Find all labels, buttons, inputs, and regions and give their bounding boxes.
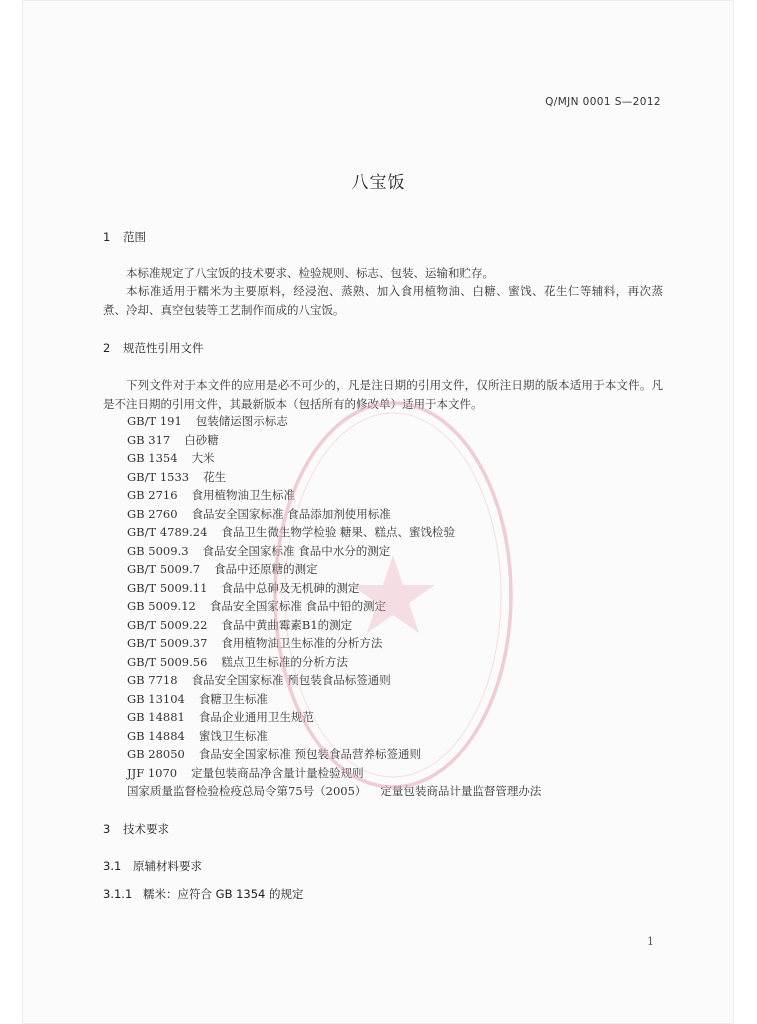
reference-code: GB 2716: [127, 488, 178, 502]
standard-code: Q/MJN 0001 S—2012: [545, 96, 661, 108]
section-number: 3.1.1: [103, 887, 133, 901]
reference-title: 白砂糖: [184, 432, 219, 447]
reference-code: GB 1354: [127, 451, 178, 465]
reference-title: 定量包装商品计量监督管理办法: [380, 784, 542, 798]
reference-title: 大米: [191, 451, 215, 465]
reference-item: [127, 579, 541, 598]
scope-paragraph-1: 本标准规定了八宝饭的技术要求、检验规则、标志、包装、运输和贮存。: [126, 266, 494, 280]
reference-item: [127, 505, 541, 524]
reference-item: [127, 671, 541, 690]
section-title: 范围: [123, 230, 146, 244]
section-2-heading: [103, 340, 204, 356]
reference-item: [127, 597, 541, 616]
reference-code: GB 317: [127, 432, 171, 447]
section-number: 3.1: [103, 859, 122, 873]
reference-code: GB 14881: [127, 710, 185, 724]
reference-title: 食用植物油卫生标准: [191, 488, 296, 502]
reference-code: GB/T 5009.11: [127, 580, 208, 595]
scope-paragraph-2: 本标准适用于糯米为主要原料，经浸泡、蒸熟、加入食用植物油、白糖、蜜饯、花生仁等辅料，再次蒸煮、冷却、真空包装等工艺制作而成的八宝饭。: [103, 284, 663, 317]
reference-item: [127, 708, 541, 727]
reference-item: [127, 412, 541, 431]
reference-code: GB 28050: [127, 747, 185, 761]
reference-item: [127, 616, 541, 635]
reference-item: [127, 468, 541, 487]
section-3-1-1-heading: [103, 886, 304, 902]
reference-code: JJF 1070: [127, 765, 178, 780]
reference-code: GB/T 1533: [127, 469, 190, 484]
section-1-heading: [103, 229, 146, 245]
section-title: 规范性引用文件: [123, 341, 204, 355]
reference-item: [127, 782, 541, 801]
section-number: 3: [103, 822, 111, 836]
reference-item: [127, 431, 541, 450]
reference-title: 糕点卫生标准的分析方法: [221, 654, 348, 669]
reference-code: GB 5009.12: [127, 599, 196, 613]
reference-item: [127, 523, 541, 542]
refs-intro-paragraph: 下列文件对于本文件的应用是必不可少的，凡是注日期的引用文件，仅所注日期的版本适用于本文件。凡是不注日期的引用文件，其最新版本（包括所有的修改单）适用于本文件。: [103, 378, 663, 411]
reference-title: 食品安全国家标准 预包装食品标签通则: [191, 673, 391, 687]
reference-item: [127, 560, 541, 579]
reference-code: GB 2760: [127, 506, 178, 521]
reference-title: 包装储运图示标志: [195, 414, 288, 428]
reference-item: [127, 764, 541, 783]
reference-code: 国家质量监督检验检疫总局令第75号（2005）: [127, 784, 367, 798]
section-title: 技术要求: [123, 822, 169, 836]
reference-item: [127, 653, 541, 672]
reference-title: 食品中还原糖的测定: [214, 562, 318, 576]
reference-code: GB 5009.3: [127, 543, 189, 558]
section-title: 糯米：应符合 GB 1354 的规定: [143, 887, 304, 901]
reference-item: [127, 449, 541, 468]
reference-title: 食品安全国家标准 食品添加剂使用标准: [191, 506, 391, 521]
reference-item: [127, 745, 541, 764]
reference-title: 食品安全国家标准 预包装食品营养标签通则: [198, 747, 422, 761]
document-title: 八宝饭: [351, 173, 406, 193]
reference-code: GB/T 5009.7: [127, 562, 201, 576]
reference-item: [127, 486, 541, 505]
reference-item: [127, 690, 541, 709]
reference-title: 食糖卫生标准: [198, 691, 268, 706]
page-number: 1: [647, 935, 654, 948]
reference-code: GB/T 5009.22: [127, 617, 208, 632]
section-3-1-heading: [103, 858, 202, 874]
reference-code: GB/T 4789.24: [127, 525, 208, 539]
reference-item: [127, 727, 541, 746]
reference-code: GB 14884: [127, 728, 185, 743]
reference-title: 食用植物油卫生标准的分析方法: [221, 636, 383, 650]
reference-title: 食品中黄曲霉素B1的测定: [221, 617, 353, 632]
reference-title: 蜜饯卫生标准: [198, 728, 268, 743]
section-number: 1: [103, 230, 111, 244]
reference-title: 食品安全国家标准 食品中水分的测定: [202, 543, 391, 558]
reference-item: [127, 542, 541, 561]
reference-title: 花生: [203, 469, 227, 484]
reference-title: 食品企业通用卫生规范: [198, 710, 314, 724]
reference-title: 定量包装商品净含量计量检验规则: [191, 765, 364, 780]
reference-code: GB/T 5009.56: [127, 654, 208, 669]
reference-code: GB/T 191: [127, 414, 182, 428]
reference-list: [127, 412, 541, 801]
section-number: 2: [103, 341, 111, 355]
reference-title: 食品卫生微生物学检验 糖果、糕点、蜜饯检验: [221, 525, 456, 539]
reference-title: 食品中总砷及无机砷的测定: [221, 580, 360, 595]
section-title: 原辅材料要求: [133, 859, 202, 873]
section-3-heading: [103, 821, 169, 837]
reference-code: GB 13104: [127, 691, 185, 706]
reference-code: GB 7718: [127, 673, 178, 687]
reference-item: [127, 634, 541, 653]
reference-title: 食品安全国家标准 食品中铅的测定: [209, 599, 387, 613]
reference-code: GB/T 5009.37: [127, 636, 208, 650]
